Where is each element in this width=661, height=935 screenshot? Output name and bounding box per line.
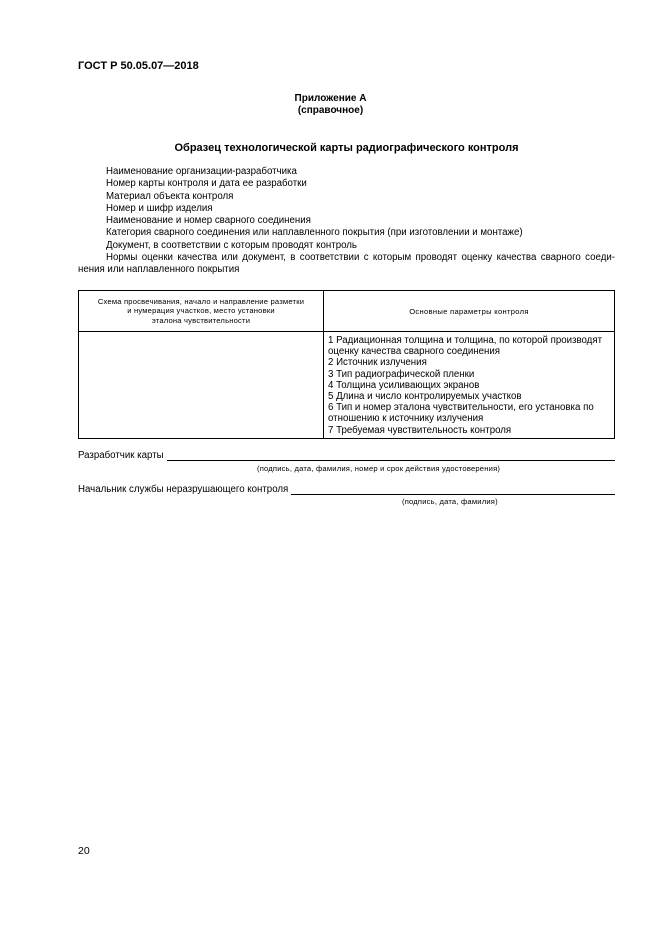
- field-list: [78, 166, 615, 277]
- header-line: эталона чувствительности: [151, 315, 251, 325]
- table-header-row: [79, 291, 615, 332]
- scheme-column-header: [79, 291, 324, 332]
- parameter-item: 5 Длина и число контролируемых участков: [328, 391, 522, 403]
- parameter-item: 2 Источник излучения: [328, 357, 427, 369]
- parameter-item: 1 Радиационная толщина и толщина, по которой производят оценку качества сварного соединения: [328, 335, 603, 358]
- header-line: и нумерация участков, место установки: [127, 306, 275, 316]
- parameter-item: 4 Толщина усиливающих экранов: [328, 379, 480, 391]
- developer-signature-caption: (подпись, дата, фамилия, номер и срок действия удостоверения): [257, 464, 501, 473]
- parameters-column-header: Основные параметры контроля: [324, 291, 615, 332]
- chief-signature-row: [78, 484, 615, 495]
- list-item: Материал объекта контроля: [106, 190, 234, 202]
- list-item: Нормы оценки качества или документ, в соответствии с которым проводят оценку качества сварного соеди-нения или наплавленного покрытия: [78, 252, 615, 276]
- page-number: 20: [78, 845, 90, 857]
- document-title: Образец технологической карты радиографического контроля: [174, 142, 519, 154]
- table-row: [79, 332, 615, 439]
- parameters-cell: [324, 332, 615, 439]
- chief-signature-line: [291, 484, 615, 495]
- list-item: Наименование организации-разработчика: [106, 166, 297, 177]
- developer-label: Разработчик карты: [78, 450, 164, 461]
- list-item: Номер карты контроля и дата ее разработки: [106, 178, 307, 190]
- document-code: ГОСТ Р 50.05.07—2018: [78, 60, 199, 72]
- list-item: Категория сварного соединения или наплавленного покрытия (при изготовлении и монтаже): [106, 227, 523, 239]
- chief-label: Начальник службы неразрушающего контроля: [78, 484, 289, 495]
- appendix-type: (справочное): [297, 105, 364, 116]
- developer-signature-line: [167, 450, 615, 461]
- list-item: Номер и шифр изделия: [106, 202, 213, 214]
- appendix-heading: Приложение А: [294, 93, 367, 104]
- developer-signature-row: [78, 450, 615, 461]
- header-line: Схема просвечивания, начало и направление разметки: [97, 296, 305, 306]
- parameter-item: 3 Тип радиографической пленки: [328, 368, 475, 380]
- chief-signature-caption: (подпись, дата, фамилия): [402, 497, 498, 506]
- list-item: Наименование и номер сварного соединения: [106, 215, 311, 227]
- scheme-cell: [79, 332, 324, 439]
- list-item: Документ, в соответствии с которым проводят контроль: [106, 239, 357, 251]
- parameter-item: 6 Тип и номер эталона чувствительности, его установка по отношению к источнику излучения: [328, 402, 594, 425]
- control-map-table: [78, 290, 615, 439]
- parameter-item: 7 Требуемая чувствительность контроля: [328, 424, 512, 436]
